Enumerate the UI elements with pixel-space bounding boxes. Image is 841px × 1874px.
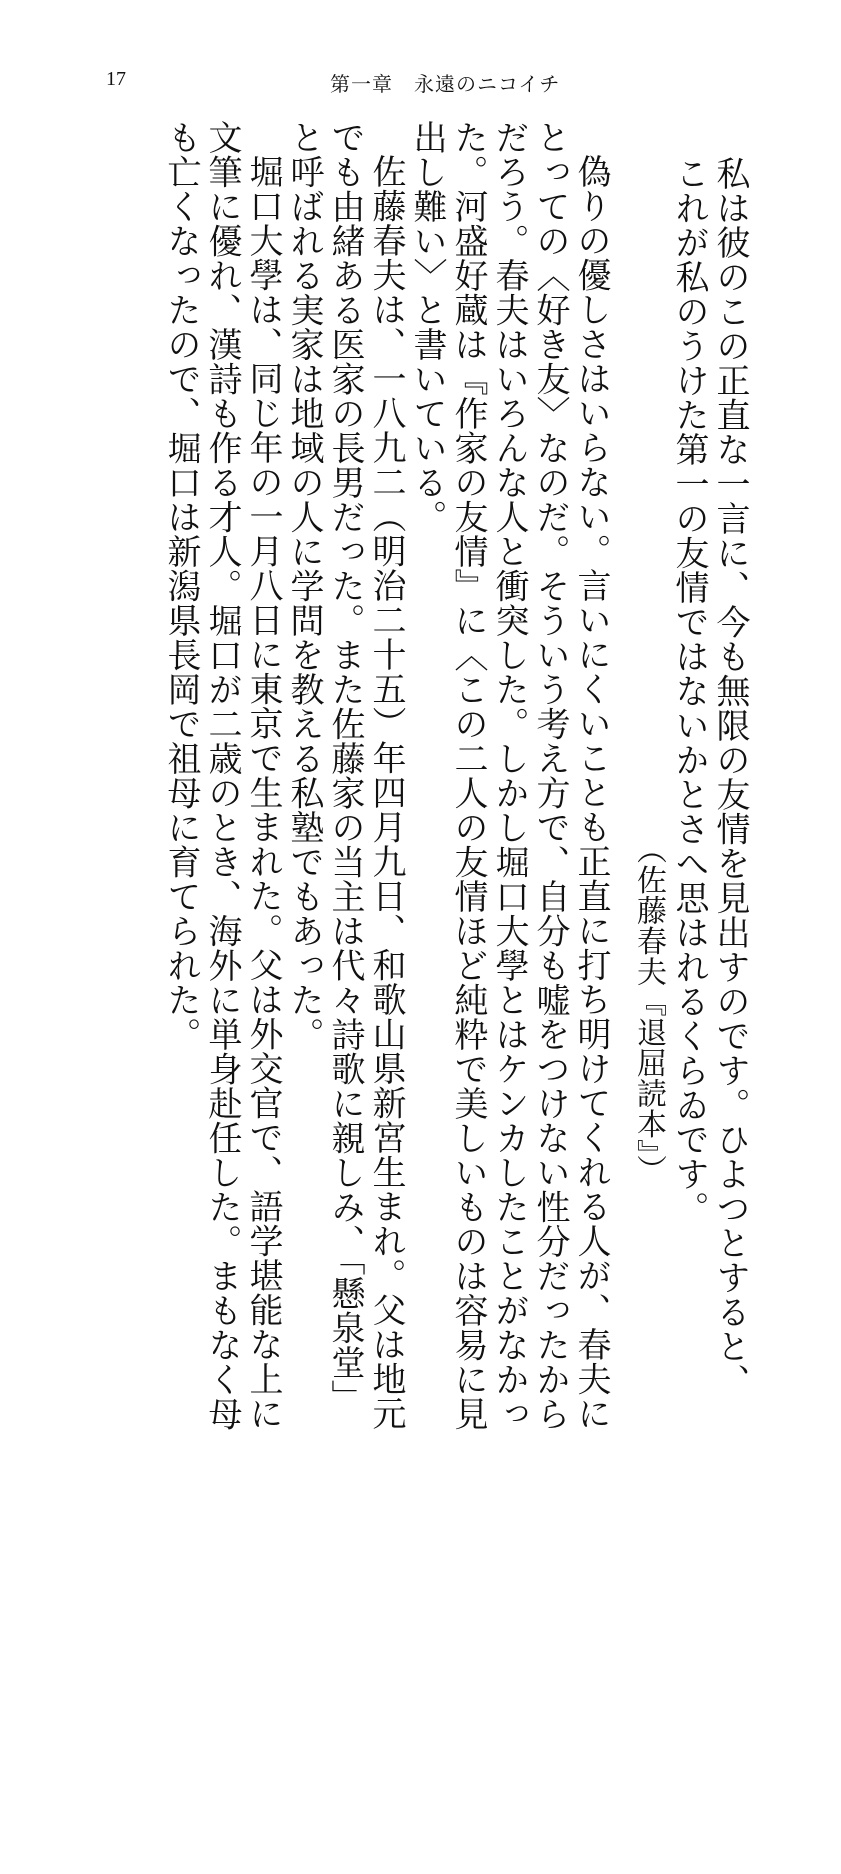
text-column: も亡くなったので、堀口は新潟県長岡で祖母に育てられた。 (161, 120, 201, 1052)
text-column: 佐藤春夫は、一八九二（明治二十五）年四月九日、和歌山県新宮生まれ。父は地元 (366, 154, 406, 1431)
text-column: と呼ばれる実家は地域の人に学問を教える私塾でもあった。 (284, 120, 324, 1052)
text-column: 偽りの優しさはいらない。言いにくいことも正直に打ち明けてくれる人が、春夫に (571, 154, 611, 1431)
text-column: 私は彼のこの正直な一言に、今も無限の友情を見出すのです。ひよつとすると、 (710, 156, 750, 1398)
body-text (159, 120, 749, 1874)
text-column: 出し難い〉と書いている。 (407, 120, 447, 534)
text-column: これが私のうけた第一の友情ではないかとさへ思はれるくらゐです。 (669, 156, 709, 1226)
quote-citation: （佐藤春夫『退屈読本』） (631, 834, 666, 1185)
text-column: でも由緒ある医家の長男だった。また佐藤家の当主は代々詩歌に親しみ、「懸泉堂」 (325, 120, 365, 1414)
text-column: 文筆に優れ、漢詩も作る才人。堀口が二歳のとき、海外に単身赴任した。まもなく母 (202, 120, 242, 1431)
text-column: だろう。春夫はいろんな人と衝突した。しかし堀口大學とはケンカしたことがなかっ (489, 120, 529, 1431)
text-column: た。河盛好蔵は『作家の友情』に〈この二人の友情ほど純粋で美しいものは容易に見 (448, 120, 488, 1431)
text-column: 堀口大學は、同じ年の一月八日に東京で生まれた。父は外交官で、語学堪能な上に (243, 154, 283, 1431)
page-number: 17 (106, 68, 126, 90)
running-title: 第一章 永遠のニコイチ (330, 72, 561, 96)
text-column: とっての〈好き友〉なのだ。そういう考え方で、自分も嘘をつけない性分だったから (530, 120, 570, 1431)
